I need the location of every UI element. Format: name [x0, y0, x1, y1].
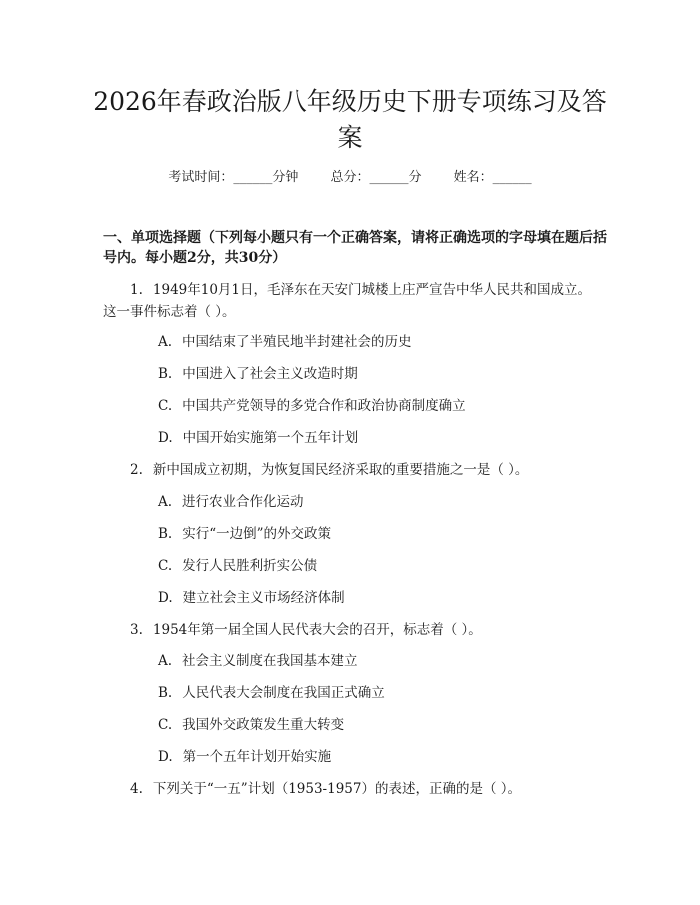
option-3d: [158, 747, 331, 767]
option-1a: [158, 332, 412, 352]
option-letter: C.: [158, 717, 173, 733]
option-3c: [158, 715, 344, 735]
question-2: [103, 459, 598, 481]
question-number: 2.: [130, 462, 143, 478]
option-text: 中国结束了半殖民地半封建社会的历史: [182, 334, 412, 350]
question-text: 1949年10月1日，毛泽东在天安门城楼上庄严宣告中华人民共和国成立。这一事件标志着（ ）。: [103, 282, 592, 320]
option-text: 我国外交政策发生重大转变: [182, 717, 345, 733]
option-text: 中国共产党领导的多党合作和政治协商制度确立: [182, 398, 466, 414]
question-4: [103, 778, 598, 800]
option-letter: B.: [158, 526, 173, 542]
exam-time: 考试时间：______分钟: [168, 170, 299, 185]
option-letter: D.: [158, 590, 173, 606]
option-letter: A.: [158, 494, 173, 510]
document-title: 2026年春政治版八年级历史下册专项练习及答案: [93, 87, 607, 152]
option-letter: C.: [158, 558, 173, 574]
option-1b: [158, 364, 358, 384]
option-letter: B.: [158, 685, 173, 701]
option-letter: D.: [158, 430, 173, 446]
option-text: 实行“一边倒”的外交政策: [182, 526, 332, 542]
total-score: 总分：______分: [330, 170, 422, 185]
question-number: 3.: [130, 622, 143, 638]
option-3a: [158, 651, 358, 671]
option-1d: [158, 428, 358, 448]
option-text: 人民代表大会制度在我国正式确立: [182, 685, 385, 701]
option-letter: A.: [158, 653, 173, 669]
option-letter: C.: [158, 398, 173, 414]
option-text: 中国开始实施第一个五年计划: [182, 430, 359, 446]
option-2d: [158, 588, 345, 608]
question-text: 新中国成立初期，为恢复国民经济采取的重要措施之一是（ ）。: [152, 462, 529, 478]
question-number: 4.: [130, 781, 143, 797]
option-2b: [158, 524, 331, 544]
option-letter: D.: [158, 749, 173, 765]
option-2c: [158, 556, 317, 576]
option-text: 建立社会主义市场经济体制: [182, 590, 345, 606]
option-3b: [158, 683, 385, 703]
question-text: 1954年第一届全国人民代表大会的召开，标志着（ ）。: [152, 622, 482, 638]
option-2a: [158, 492, 304, 512]
question-3: [103, 619, 598, 641]
option-text: 进行农业合作化运动: [182, 494, 304, 510]
question-text: 下列关于“一五”计划（1953-1957）的表述，正确的是（ ）。: [152, 781, 522, 797]
section-heading: 一、单项选择题（下列每小题只有一个正确答案，请将正确选项的字母填在题后括号内。每小题2分，共30分）: [103, 230, 607, 266]
option-letter: A.: [158, 334, 173, 350]
option-letter: B.: [158, 366, 173, 382]
option-text: 中国进入了社会主义改造时期: [182, 366, 358, 382]
option-text: 发行人民胜利折实公债: [182, 558, 318, 574]
option-text: 社会主义制度在我国基本建立: [182, 653, 358, 669]
student-name: 姓名：______: [453, 170, 532, 185]
option-text: 第一个五年计划开始实施: [182, 749, 332, 765]
option-1c: [158, 396, 466, 416]
question-number: 1.: [130, 282, 143, 298]
question-1: [103, 279, 598, 323]
exam-info: [0, 169, 700, 187]
